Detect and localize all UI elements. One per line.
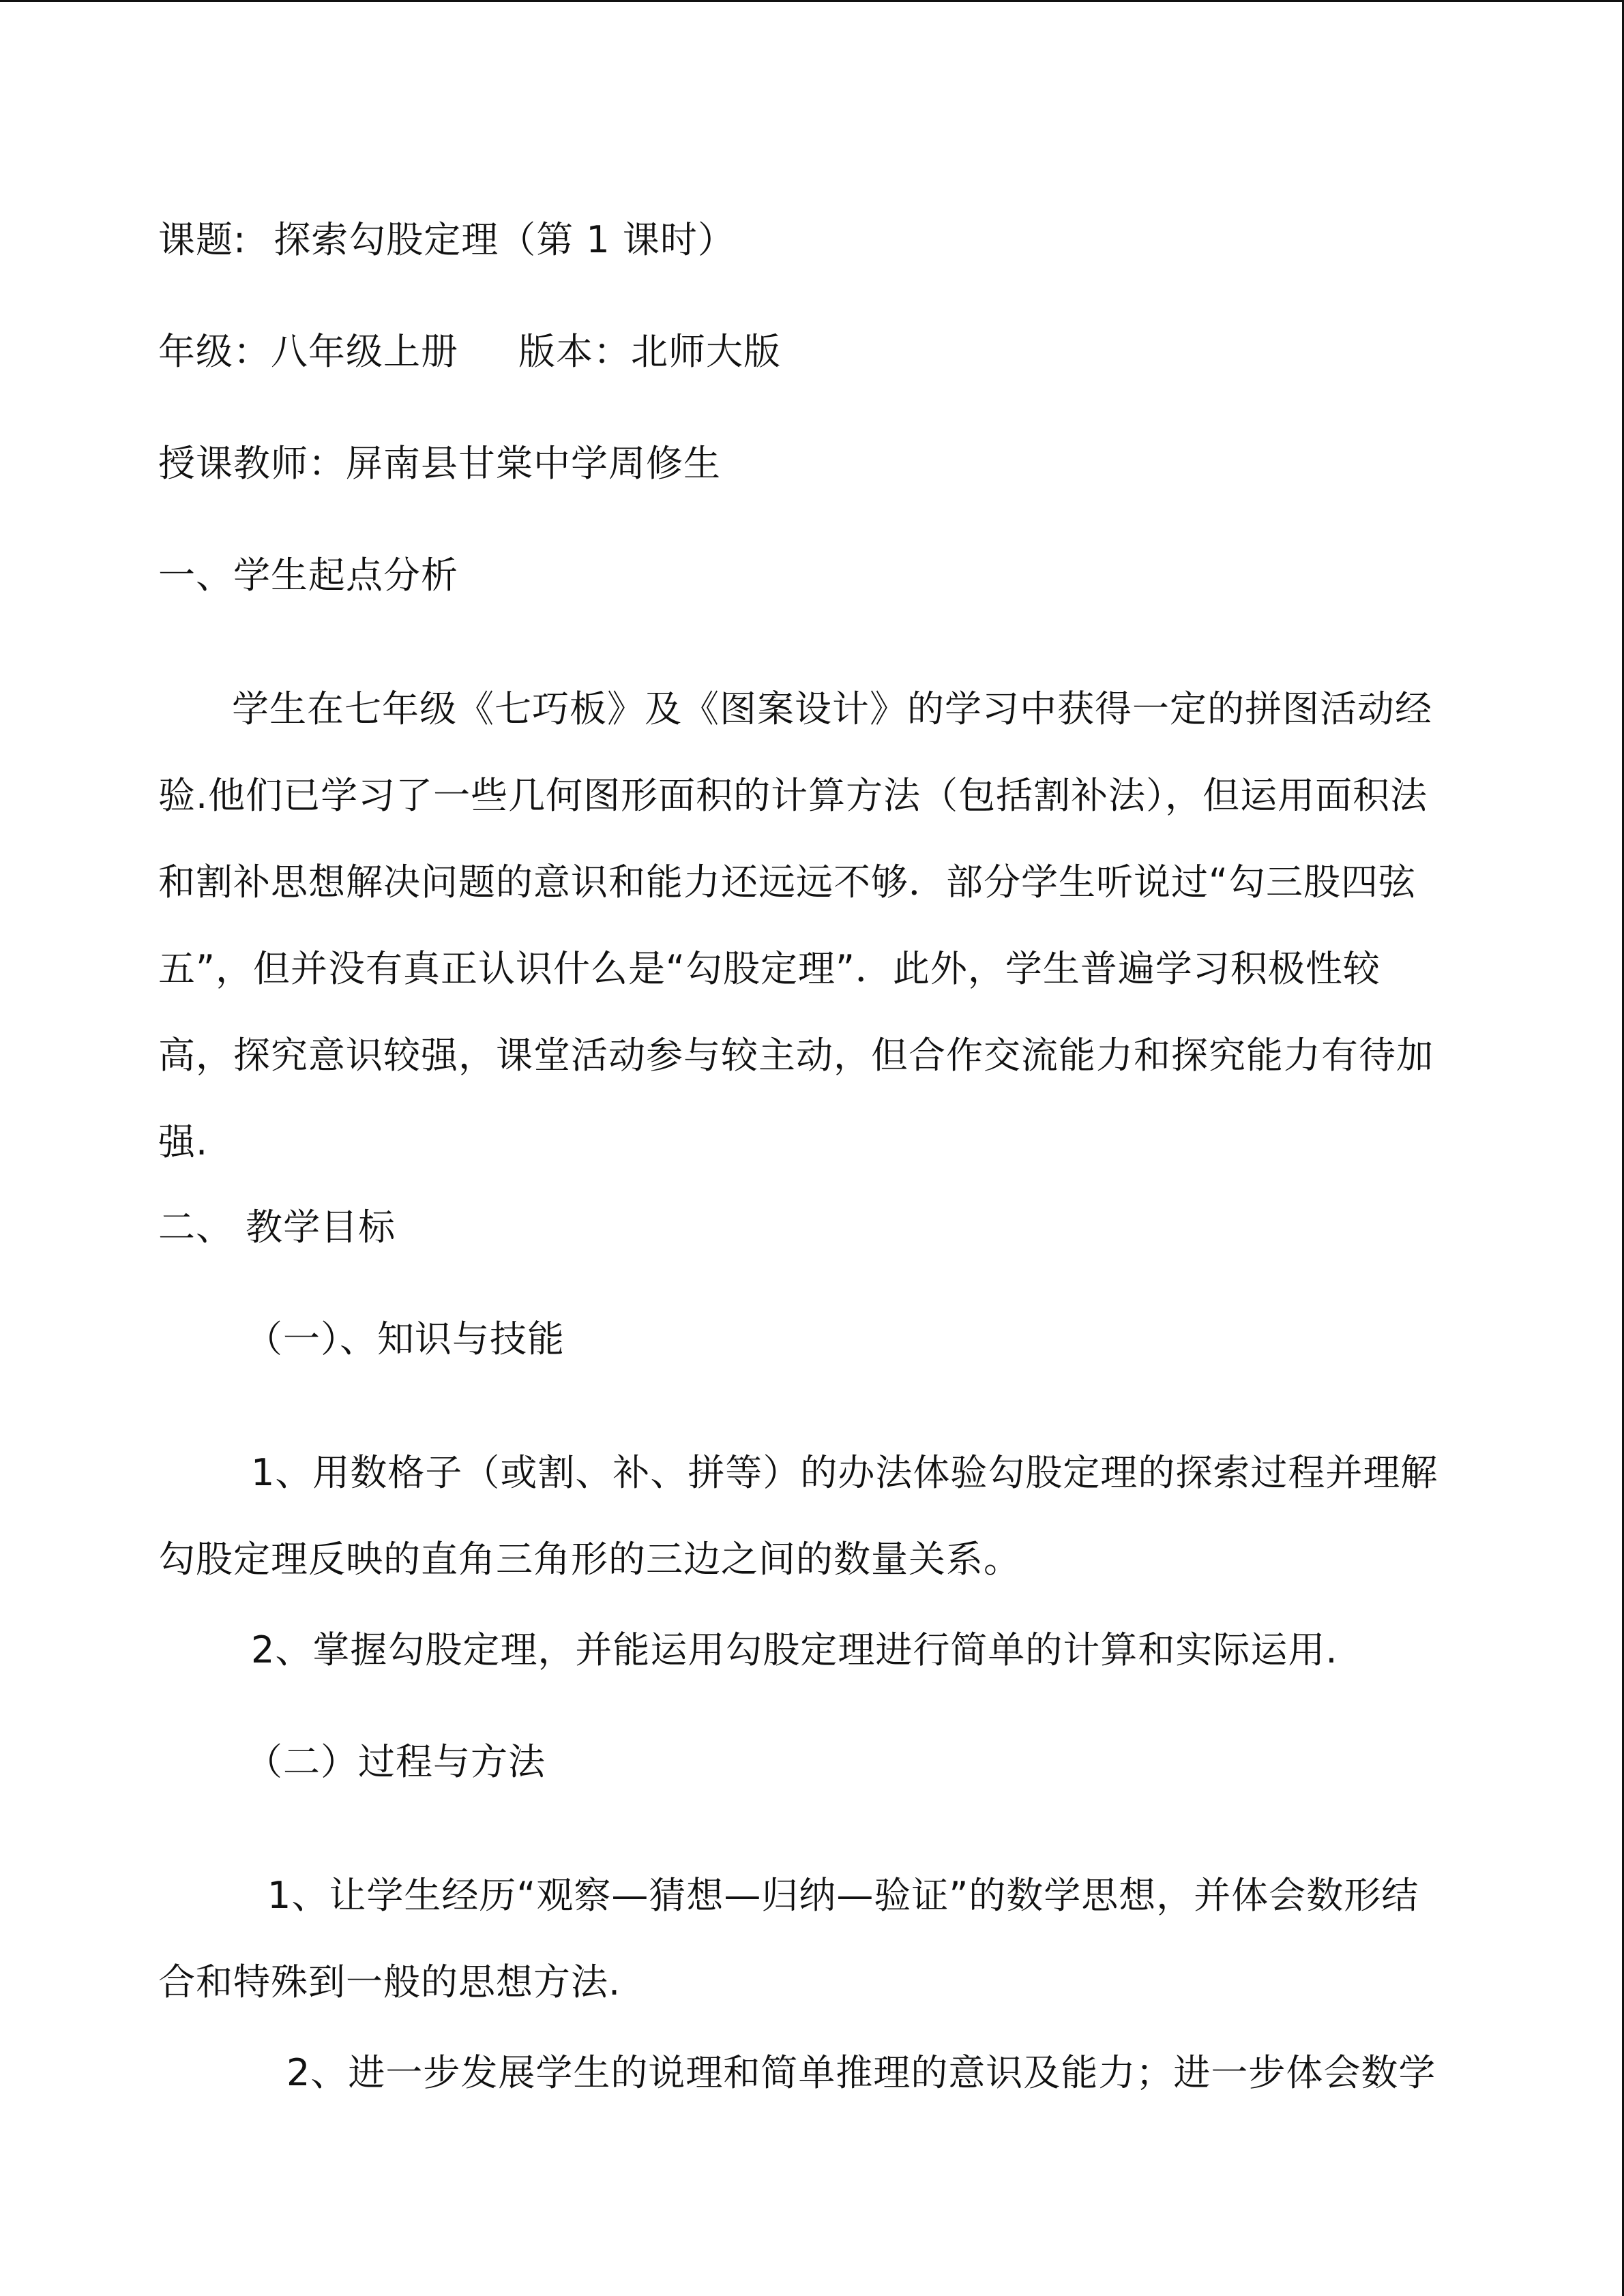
subsection2-item1 [158, 1852, 1454, 2025]
subsection1-item1-line: 勾股定理反映的直角三角形的三边之间的数量关系。 [158, 1538, 1021, 1581]
section2-heading: 二、 教学目标 [158, 1206, 396, 1249]
subsection1-item1 [158, 1429, 1454, 1602]
grade-text: 年级：八年级上册 [158, 330, 458, 373]
subsection2-heading: （二）过程与方法 [246, 1740, 546, 1783]
lesson-title-text: 探索勾股定理（第 1 课时） [274, 218, 735, 261]
section1-paragraph-line: 高，探究意识较强，课堂活动参与较主动，但合作交流能力和探究能力有待加 [158, 1034, 1434, 1077]
subsection1-heading: （一）、知识与技能 [246, 1317, 565, 1360]
grade-edition-line [158, 330, 781, 374]
section1-paragraph-line: 和割补思想解决问题的意识和能力还远远不够．部分学生听说过“勾三股四弦 [158, 861, 1416, 904]
section1-heading: 一、学生起点分析 [158, 554, 458, 597]
subsection2-item1-line: 1、让学生经历“观察—猜想—归纳—验证”的数学思想，并体会数形结 [267, 1874, 1419, 1917]
lesson-title [158, 218, 735, 262]
page-border-top [0, 0, 1624, 2]
subsection1-item1-line: 1、用数格子（或割、补、拼等）的办法体验勾股定理的探索过程并理解 [251, 1451, 1438, 1494]
section1-paragraph-line: 验.他们已学习了一些几何图形面积的计算方法（包括割补法），但运用面积法 [158, 774, 1428, 817]
subsection2-item1-line: 合和特殊到一般的思想方法. [158, 1960, 621, 2003]
lesson-title-label: 课题: [158, 218, 247, 261]
section1-paragraph-line: 学生在七年级《七巧板》及《图案设计》的学习中获得一定的拼图活动经 [232, 687, 1432, 730]
teacher-line: 授课教师：屏南县甘棠中学周修生 [158, 442, 721, 485]
section1-paragraph-line: 五”，但并没有真正认识什么是“勾股定理”．此外，学生普遍学习积极性较 [158, 947, 1381, 990]
subsection1-item2: 2、掌握勾股定理，并能运用勾股定理进行简单的计算和实际运用. [251, 1628, 1338, 1671]
edition-text: 版本：北师大版 [518, 330, 781, 373]
section1-paragraph-line: 强. [158, 1120, 209, 1163]
section1-paragraph [158, 666, 1454, 1185]
subsection2-item2: 2、进一步发展学生的说理和简单推理的意识及能力；进一步体会数学 [286, 2051, 1436, 2094]
